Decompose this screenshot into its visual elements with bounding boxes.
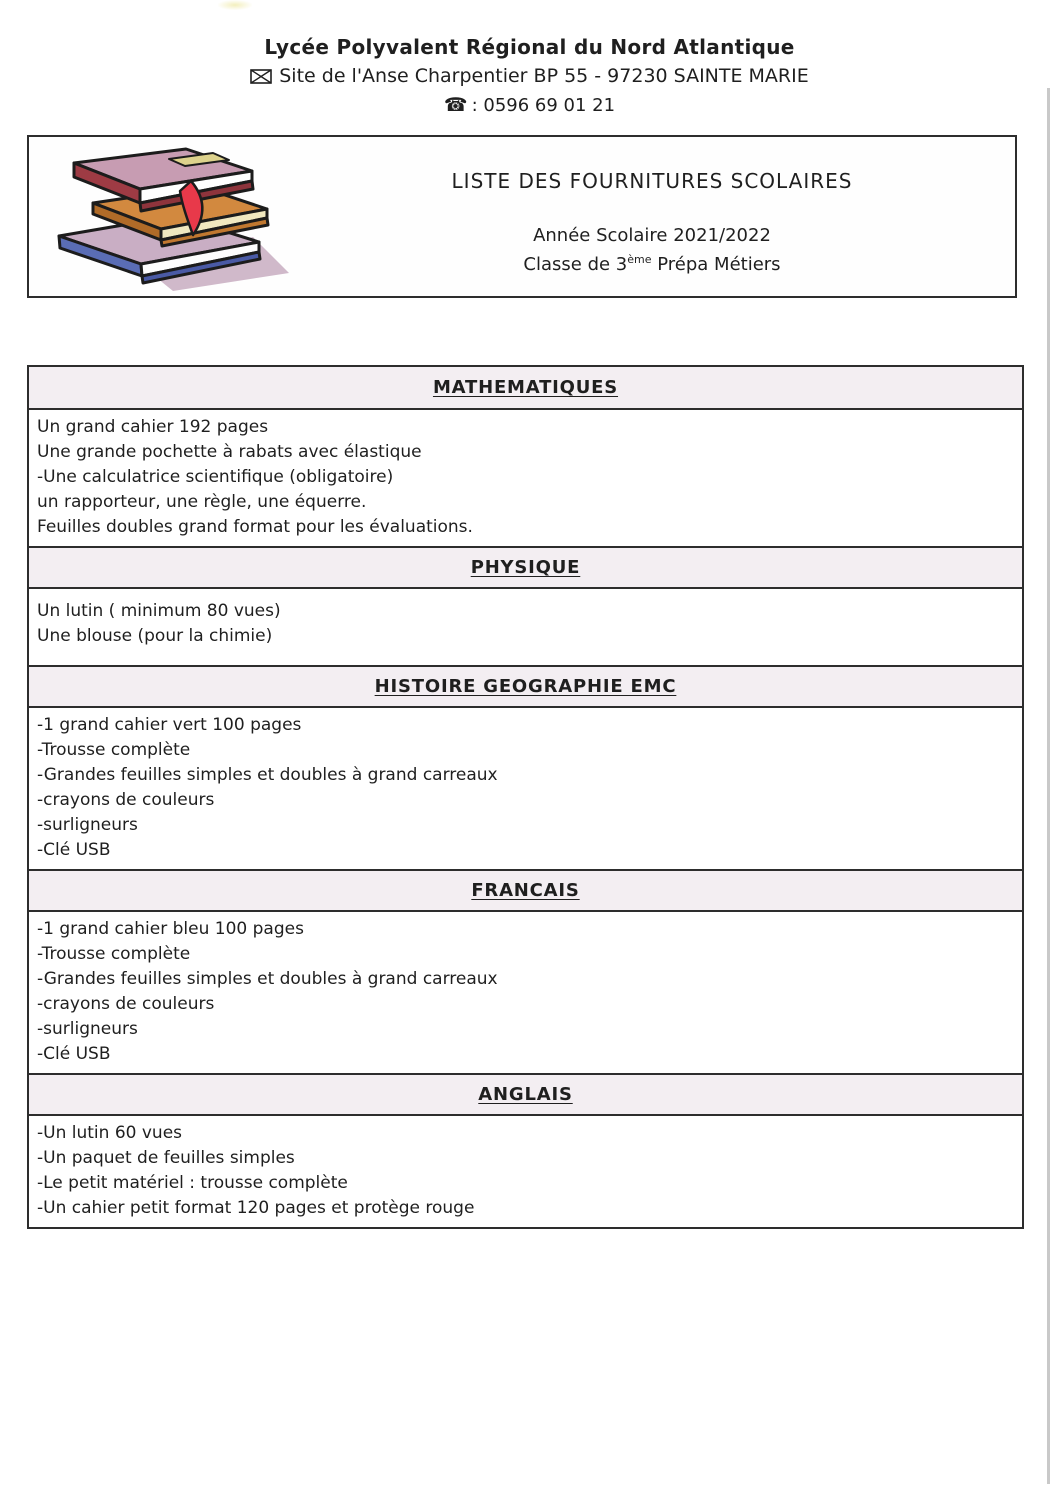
document-title: LISTE DES FOURNITURES SCOLAIRES <box>451 169 853 193</box>
subject-title: FRANCAIS <box>471 880 580 901</box>
phone-number: 0596 69 01 21 <box>483 95 616 116</box>
school-name: Lycée Polyvalent Régional du Nord Atlantique <box>264 35 795 59</box>
supply-item: -Un paquet de feuilles simples <box>37 1148 295 1168</box>
address-text: Site de l'Anse Charpentier BP 55 - 97230 SAINTE MARIE <box>279 65 809 87</box>
subject-header <box>29 665 1022 708</box>
scan-artifact-smudge <box>218 0 252 10</box>
supply-item: -surligneurs <box>37 1019 138 1039</box>
class-line <box>319 253 985 275</box>
supply-item: -crayons de couleurs <box>37 790 215 810</box>
supply-item: Un lutin ( minimum 80 vues) <box>37 601 281 621</box>
supply-item: -Clé USB <box>37 840 111 860</box>
supply-item: -surligneurs <box>37 815 138 835</box>
class-prefix: Classe de 3 <box>523 254 628 275</box>
subject-title: ANGLAIS <box>478 1084 573 1105</box>
subject-header <box>29 869 1022 912</box>
subject-items <box>29 912 1022 1073</box>
subject-header <box>29 546 1022 589</box>
supply-item: -1 grand cahier vert 100 pages <box>37 715 302 735</box>
subject-items <box>29 410 1022 546</box>
supply-item: -Clé USB <box>37 1044 111 1064</box>
supply-item: -Trousse complète <box>37 740 191 760</box>
supply-item: -Grandes feuilles simples et doubles à grand carreaux <box>37 969 498 989</box>
supply-item: Une grande pochette à rabats avec élastique <box>37 442 422 462</box>
supply-item: Une blouse (pour la chimie) <box>37 626 273 646</box>
envelope-icon <box>250 69 272 84</box>
subject-header <box>29 367 1022 410</box>
letterhead <box>0 33 1059 120</box>
supply-item: -crayons de couleurs <box>37 994 215 1014</box>
phone-line <box>0 91 1059 120</box>
class-superscript: ème <box>627 253 652 266</box>
school-year: Année Scolaire 2021/2022 <box>533 225 771 246</box>
supply-item: -Trousse complète <box>37 944 191 964</box>
title-box <box>27 135 1017 298</box>
subject-items <box>29 589 1022 665</box>
subject-section <box>29 546 1022 665</box>
subject-section <box>29 665 1022 869</box>
subject-section <box>29 367 1022 546</box>
supply-item: un rapporteur, une règle, une équerre. <box>37 492 367 512</box>
phone-icon: ☎ <box>443 94 468 116</box>
subject-items <box>29 708 1022 869</box>
books-stack-clipart <box>41 143 296 293</box>
supply-item: Un grand cahier 192 pages <box>37 417 269 437</box>
subject-items <box>29 1116 1022 1227</box>
title-area <box>319 137 985 296</box>
subject-section <box>29 1073 1022 1227</box>
supply-item: -Grandes feuilles simples et doubles à grand carreaux <box>37 765 498 785</box>
supply-item: -Un cahier petit format 120 pages et protège rouge <box>37 1198 475 1218</box>
address-line <box>0 62 1059 91</box>
phone-separator: : <box>471 95 478 116</box>
subject-title: HISTOIRE GEOGRAPHIE EMC <box>374 676 677 697</box>
class-suffix: Prépa Métiers <box>651 254 781 275</box>
supply-item: -Un lutin 60 vues <box>37 1123 183 1143</box>
supply-item: -Une calculatrice scientifique (obligatoire) <box>37 467 394 487</box>
supply-item: -Le petit matériel : trousse complète <box>37 1173 348 1193</box>
supplies-table <box>27 365 1024 1229</box>
subject-title: PHYSIQUE <box>470 557 581 578</box>
subject-section <box>29 869 1022 1073</box>
subject-header <box>29 1073 1022 1116</box>
scan-edge-line <box>1047 88 1050 1484</box>
supply-item: -1 grand cahier bleu 100 pages <box>37 919 304 939</box>
supply-item: Feuilles doubles grand format pour les évaluations. <box>37 517 473 537</box>
subject-title: MATHEMATIQUES <box>432 377 619 398</box>
